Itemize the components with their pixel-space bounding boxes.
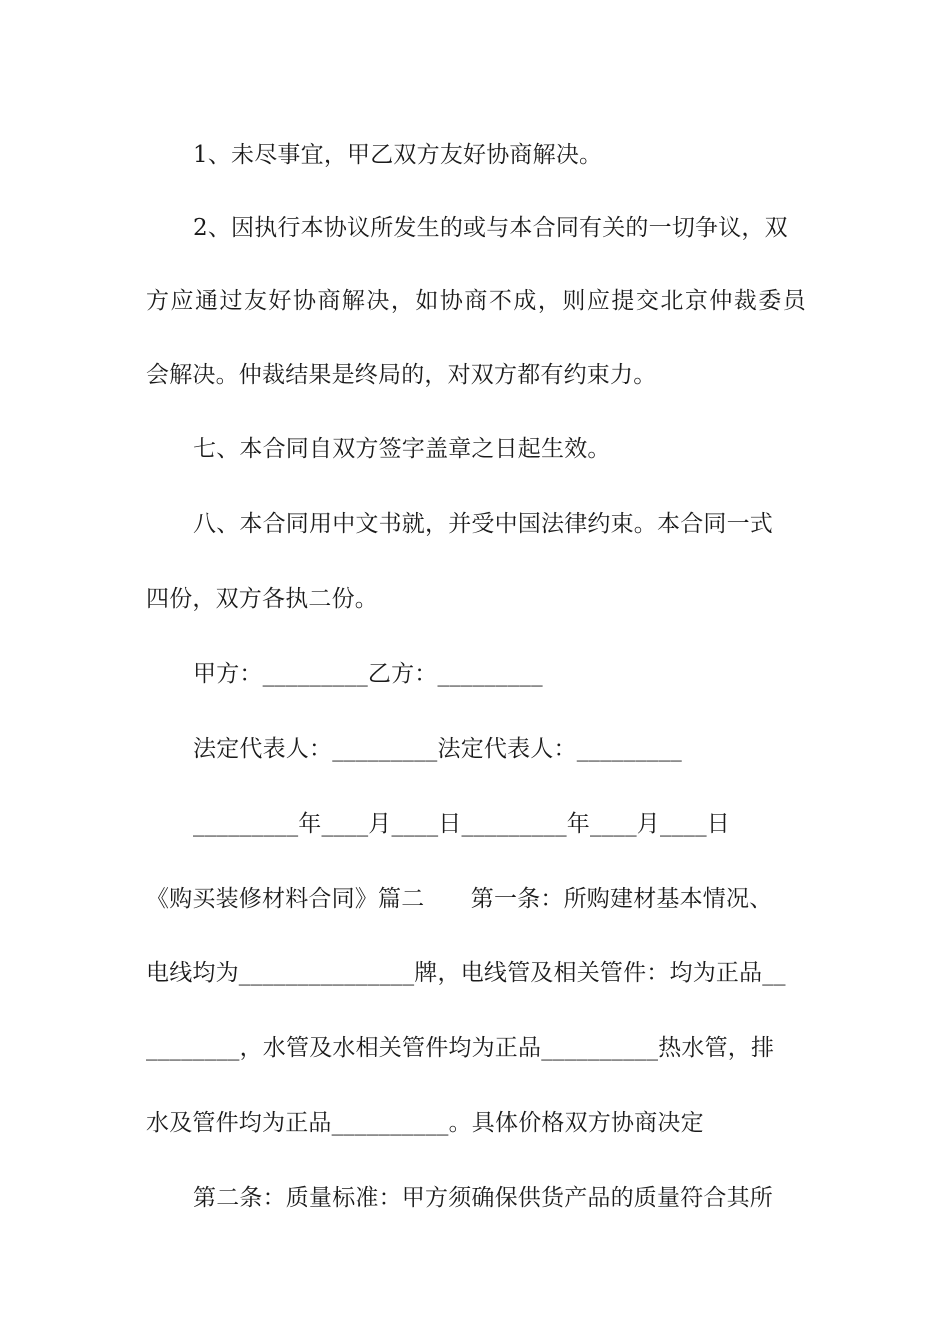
article-2-line-1: 第二条：质量标准：甲方须确保供货产品的质量符合其所 — [193, 1185, 773, 1211]
article-1-line-1: 电线均为_______________牌，电线管及相关管件：均为正品__ — [146, 960, 786, 986]
article-8-line-2: 四份，双方各执二份。 — [146, 586, 378, 612]
article-8-line-1: 八、本合同用中文书就，并受中国法律约束。本合同一式 — [193, 511, 773, 537]
article-7-line: 七、本合同自双方签字盖章之日起生效。 — [193, 436, 611, 462]
clause-2-line-2: 方应通过友好协商解决，如协商不成，则应提交北京仲裁委员 — [146, 288, 806, 314]
clause-2-line-3: 会解决。仲裁结果是终局的，对双方都有约束力。 — [146, 362, 657, 388]
article-1-line-2: ________，水管及水相关管件均为正品__________热水管，排 — [146, 1035, 775, 1061]
legal-representative-line: 法定代表人：_________法定代表人：_________ — [193, 736, 682, 762]
date-line: _________年____月____日_________年____月____日 — [193, 811, 730, 837]
article-1-line-3: 水及管件均为正品__________。具体价格双方协商决定 — [146, 1110, 704, 1136]
party-signature-line: 甲方：_________乙方：_________ — [193, 661, 543, 687]
contract-two-heading-line: 《购买装修材料合同》篇二 第一条：所购建材基本情况、 — [146, 886, 773, 912]
clause-1-line: 1、未尽事宜，甲乙双方友好协商解决。 — [193, 142, 603, 168]
clause-2-line-1: 2、因执行本协议所发生的或与本合同有关的一切争议，双 — [193, 215, 788, 241]
